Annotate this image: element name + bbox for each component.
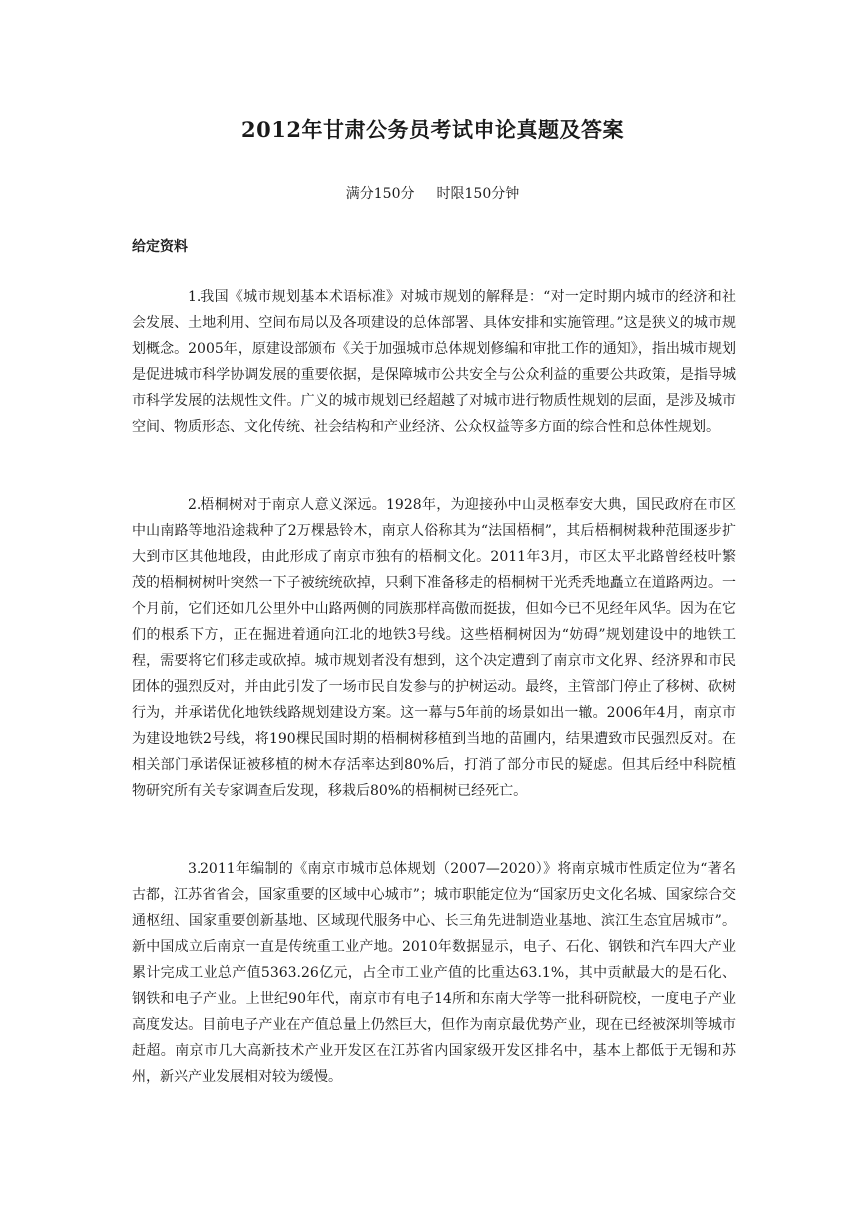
material-paragraph-1 <box>132 284 736 440</box>
paragraph-text: 2011年编制的《南京市城市总体规划（2007—2020）》将南京城市性质定位为“著名古都，江苏省省会，国家重要的区域中心城市”；城市职能定位为“国家历史文化名城、国家综合交通枢纽、国家重要创新基地、区域现代服务中心、长三角先进制造业基地、滨江生态宜居城市”。新中国成立后南京一直是传统重工业产地。2010年数据显示，电子、石化、钢铁和汽车四大产业累计完成工业总产值5363.26亿元，占全市工业产值的比重达63.1%，其中贡献最大的是石化、钢铁和电子产业。上世纪90年代，南京市有电子14所和东南大学等一批科研院校，一度电子产业高度发达。目前电子产业在产值总量上仍然巨大，但作为南京最优势产业，现在已经被深圳等城市赶超。南京市几大高新技术产业开发区在江苏省内国家级开发区排名中，基本上都低于无锡和苏州，新兴产业发展相对较为缓慢。 <box>132 861 736 1085</box>
paragraph-number: 1. <box>188 289 202 305</box>
paragraph-number: 3. <box>188 861 202 877</box>
paragraph-text: 梧桐树对于南京人意义深远。1928年，为迎接孙中山灵柩奉安大典，国民政府在市区中山南路等地沿途栽种了2万棵悬铃木，南京人俗称其为“法国梧桐”，其后梧桐树栽种范围逐步扩大到市区其他地段，由此形成了南京市独有的梧桐文化。2011年3月，市区太平北路曾经枝叶繁茂的梧桐树树叶突然一下子被统统砍掉，只剩下准备移走的梧桐树干光秃秃地矗立在道路两边。一个月前，它们还如几公里外中山路两侧的同族那样高傲而挺拔，但如今已不见经年风华。因为在它们的根系下方，正在掘进着通向江北的地铁3号线。这些梧桐树因为“妨碍”规划建设中的地铁工程，需要将它们移走或砍掉。城市规划者没有想到，这个决定遭到了南京市文化界、经济界和市民团体的强烈反对，并由此引发了一场市民自发参与的护树运动。最终，主管部门停止了移树、砍树行为，并承诺优化地铁线路规划建设方案。这一幕与5年前的场景如出一辙。2006年4月，南京市为建设地铁2号线，将190棵民国时期的梧桐树移植到当地的苗圃内，结果遭致市民强烈反对。在相关部门承诺保证被移植的树木存活率达到80%后，打消了部分市民的疑虑。但其后经中科院植物研究所有关专家调查后发现，移栽后80%的梧桐树已经死亡。 <box>132 497 736 799</box>
section-heading: 给定资料 <box>132 239 188 255</box>
time-limit-text: 时限150分钟 <box>436 186 520 202</box>
material-paragraph-2 <box>132 492 736 804</box>
score-text: 满分150分 <box>345 186 415 202</box>
document-title: 2012年甘肃公务员考试申论真题及答案 <box>241 117 624 142</box>
exam-meta <box>0 183 865 203</box>
paragraph-text: 我国《城市规划基本术语标准》对城市规划的解释是：“对一定时期内城市的经济和社会发展、土地利用、空间布局以及各项建设的总体部署、具体安排和实施管理。”这是狭义的城市规划概念。2005年，原建设部颁布《关于加强城市总体规划修编和审批工作的通知》，指出城市规划是促进城市科学协调发展的重要依据，是保障城市公共安全与公众利益的重要公共政策，是指导城市科学发展的法规性文件。广义的城市规划已经超越了对城市进行物质性规划的层面，是涉及城市空间、物质形态、文化传统、社会结构和产业经济、公众权益等多方面的综合性和总体性规划。 <box>132 289 736 435</box>
paragraph-number: 2. <box>188 497 202 513</box>
material-paragraph-3 <box>132 856 736 1090</box>
